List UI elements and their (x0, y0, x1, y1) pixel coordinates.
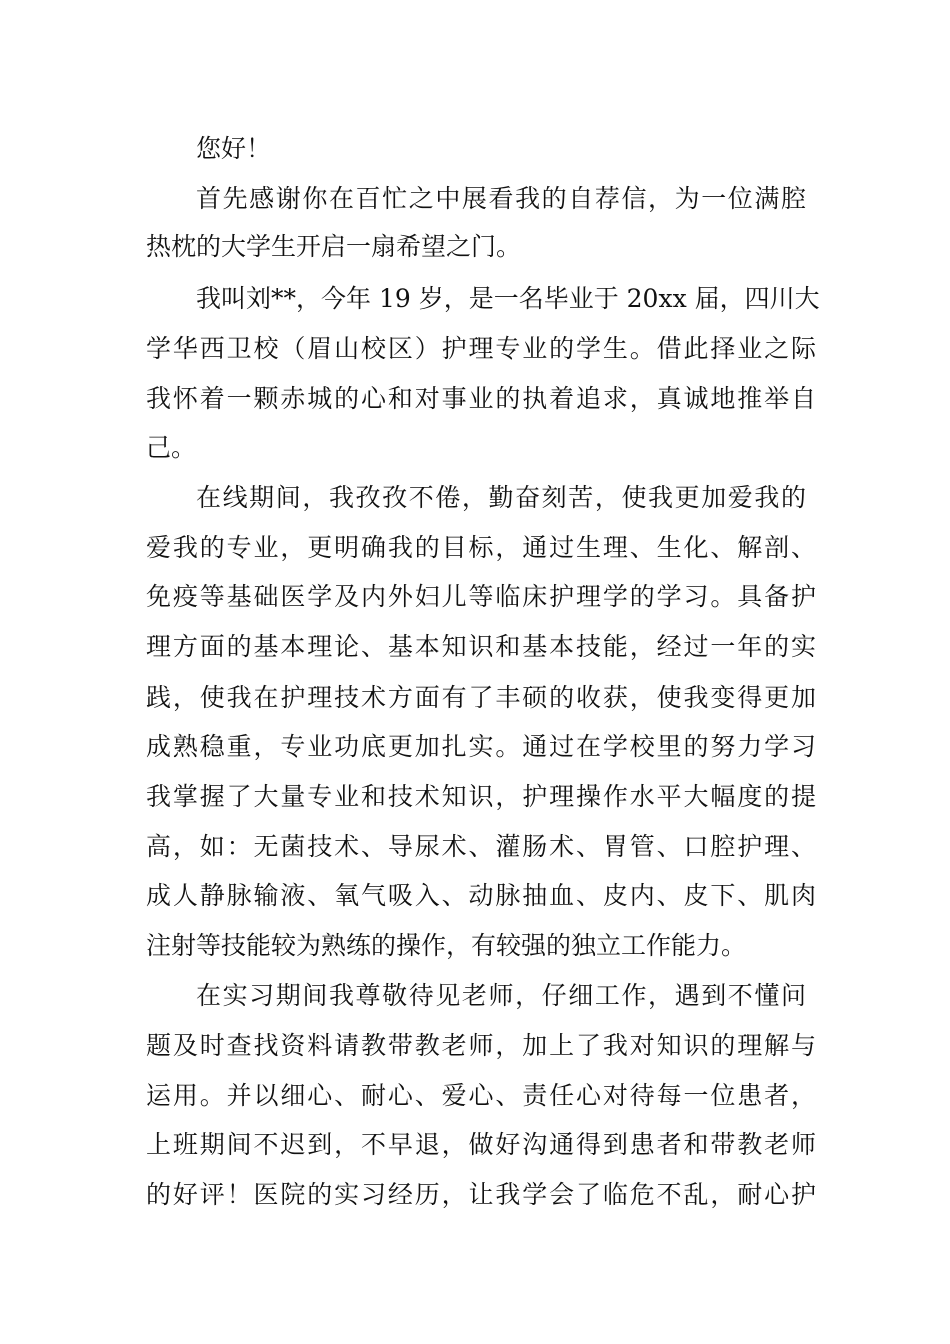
text-line: 注射等技能较为熟练的操作，有较强的独立工作能力。 (146, 931, 747, 960)
text-line: 爱我的专业，更明确我的目标，通过生理、生化、解剖、 (146, 533, 816, 562)
text-line: 己。 (146, 433, 197, 462)
text-line: 免疫等基础医学及内外妇儿等临床护理学的学习。具备护 (146, 582, 816, 611)
text-line: 的好评！医院的实习经历，让我学会了临危不乱，耐心护 (146, 1180, 816, 1209)
text-line: 成熟稳重，专业功底更加扎实。通过在学校里的努力学习 (146, 732, 816, 761)
text-line: 运用。并以细心、耐心、爱心、责任心对待每一位患者， (146, 1081, 816, 1110)
text-line: 理方面的基本理论、基本知识和基本技能，经过一年的实 (146, 632, 816, 661)
text-line: 高，如：无菌技术、导尿术、灌肠术、胃管、口腔护理、 (146, 832, 816, 861)
text-line: 我怀着一颗赤城的心和对事业的执着追求，真诚地推举自 (146, 384, 816, 413)
text-line: 在实习期间我尊敬待见老师，仔细工作，遇到不懂问 (196, 981, 806, 1010)
text-line: 践，使我在护理技术方面有了丰硕的收获，使我变得更加 (146, 683, 816, 712)
text-line: 成人静脉输液、氧气吸入、动脉抽血、皮内、皮下、肌肉 (146, 881, 816, 910)
text-line: 题及时查找资料请教带教老师，加上了我对知识的理解与 (146, 1031, 816, 1060)
text-line: 我掌握了大量专业和技术知识，护理操作水平大幅度的提 (146, 782, 816, 811)
text-line: 热枕的大学生开启一扇希望之门。 (146, 232, 522, 261)
text-line: 在线期间，我孜孜不倦，勤奋刻苦，使我更加爱我的 (196, 483, 806, 512)
text-line: 上班期间不迟到，不早退，做好沟通得到患者和带教老师 (146, 1130, 816, 1159)
text-line: 学华西卫校（眉山校区）护理专业的学生。借此择业之际 (146, 334, 816, 363)
greeting: 您好！ (196, 134, 272, 163)
text-line: 我叫刘**，今年 19 岁，是一名毕业于 20xx 届，四川大 (196, 284, 820, 313)
text-line: 首先感谢你在百忙之中展看我的自荐信，为一位满腔 (196, 184, 806, 213)
